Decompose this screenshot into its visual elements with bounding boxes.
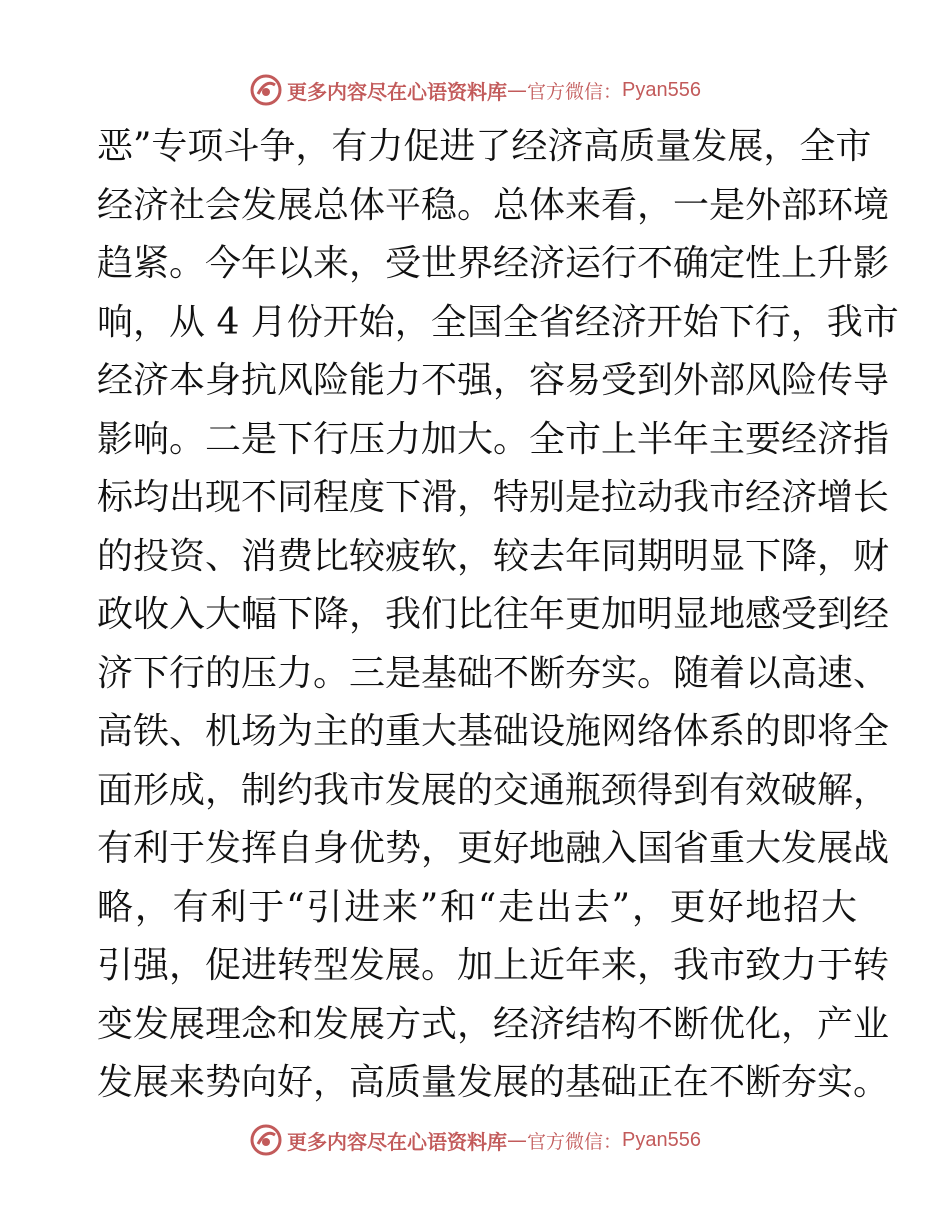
text-line: 引强，促进转型发展。加上近年来，我市致力于转 xyxy=(97,945,890,986)
text-line: 经济本身抗风险能力不强，容易受到外部风险传导 xyxy=(97,360,890,401)
text-line: 趋紧。今年以来，受世界经济运行不确定性上升影 xyxy=(97,243,890,284)
watermark-account-id: Pyan556 xyxy=(622,1128,701,1151)
text-line: 的投资、消费比较疲软，较去年同期明显下降，财 xyxy=(97,535,890,577)
text-line: 高铁、机场为主的重大基础设施网络体系的即将全 xyxy=(97,711,890,752)
watermark-account-label: 官方微信： xyxy=(527,80,623,103)
watermark-separator: — xyxy=(507,78,527,102)
text-line: 发展来势向好，高质量发展的基础正在不断夯实。 xyxy=(97,1062,890,1103)
document-body xyxy=(97,118,899,1113)
watermark-brand: 更多内容尽在心语资料库 xyxy=(287,79,507,104)
text-line: 有利于发挥自身优势，更好地融入国省重大发展战 xyxy=(97,828,890,869)
watermark-brand: 更多内容尽在心语资料库 xyxy=(287,1129,507,1154)
text-line: 响，从 4 月份开始，全国全省经济开始下行，我市 xyxy=(97,301,899,343)
text-line: 标均出现不同程度下滑，特别是拉动我市经济增长 xyxy=(97,477,890,518)
watermark-account-id: Pyan556 xyxy=(622,78,701,101)
watermark-account-label: 官方微信： xyxy=(527,1130,623,1153)
watermark-separator: — xyxy=(507,1128,527,1152)
footer-watermark xyxy=(0,1120,950,1160)
text-line: 经济社会发展总体平稳。总体来看，一是外部环境 xyxy=(97,184,890,226)
text-line: 变发展理念和发展方式，经济结构不断优化，产业 xyxy=(97,1003,890,1045)
header-watermark xyxy=(0,70,950,110)
text-line: 济下行的压力。三是基础不断夯实。随着以高速、 xyxy=(97,652,890,694)
text-line: 恶”专项斗争，有力促进了经济高质量发展，全市 xyxy=(97,126,872,167)
text-line: 政收入大幅下降，我们比往年更加明显地感受到经 xyxy=(97,594,890,635)
red-circular-logo-icon xyxy=(249,1123,283,1157)
text-line: 略，有利于“引进来”和“走出去”，更好地招大 xyxy=(97,886,857,928)
red-circular-logo-icon xyxy=(249,73,283,107)
text-line: 面形成，制约我市发展的交通瓶颈得到有效破解， xyxy=(97,769,890,811)
text-line: 影响。二是下行压力加大。全市上半年主要经济指 xyxy=(97,418,890,460)
